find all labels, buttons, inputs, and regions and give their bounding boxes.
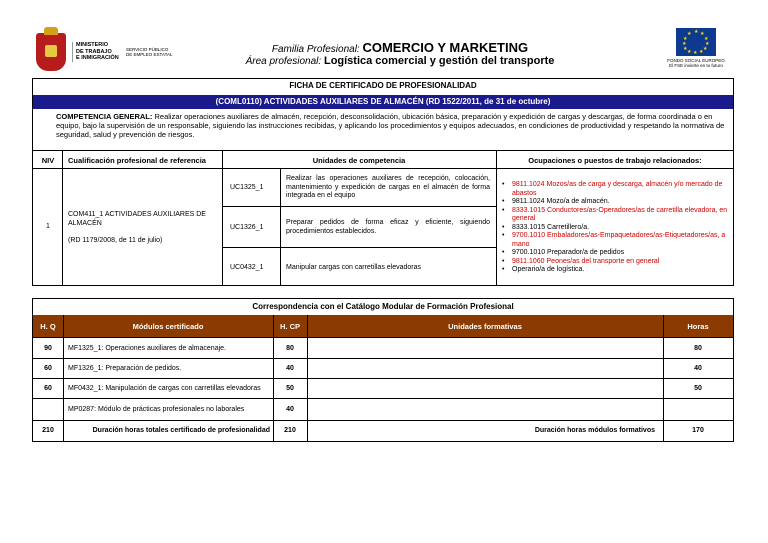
modulo-cell: MF1326_1: Preparación de pedidos. [68,365,182,372]
uc-code: UC0432_1 [230,264,264,271]
ficha-title: FICHA DE CERTIFICADO DE PROFESIONALIDAD [289,81,477,90]
ministry-name: MINISTERIO DE TRABAJO E INMIGRACIÓN [72,42,120,62]
th-horas: Horas [687,322,709,331]
th-niv: NIV [41,156,55,165]
col-divider [63,315,64,441]
col-divider [222,150,223,286]
total-hq: 210 [42,427,54,434]
modulo-cell: MF1325_1: Operaciones auxiliares de almacenaje. [68,345,226,352]
uc-code: UC1326_1 [230,224,264,231]
list-item: • 8333.1015 Carretillero/a. [500,224,728,233]
hcp-cell: 40 [286,406,294,413]
list-item: • Operario/a de logística. [500,266,728,275]
list-item: • 9811.1024 Mozos/as de carga y descarga, almacén y/o mercado de abastos [500,181,728,198]
col-divider [663,315,664,441]
area-profesional: Área profesional: Logística comercial y gestión del transporte [245,55,555,67]
ministry-logo [36,30,176,74]
row-divider [222,247,496,248]
uc-text: Manipular cargas con carretillas elevadoras [286,264,422,271]
col-divider [62,150,63,286]
hcp-cell: 80 [286,345,294,352]
col-divider [273,315,274,441]
total-label: Duración horas totales certificado de profesionalidad [92,427,270,434]
horas-cell: 50 [694,385,702,392]
eu-flag-icon: ★ ★ ★ ★ ★ ★ ★ ★ ★ ★ ★ ★ [676,28,716,56]
list-item: • 9811.1024 Mozo/a de almacén. [500,198,728,207]
uc-text: Preparar pedidos de forma eficaz y eficiente, siguiendo procedimientos establecidos. [286,219,490,235]
competencia-general: COMPETENCIA GENERAL: Realizar operaciones auxiliares de almacén, recepción, desconsolidación, ubicación básica, preparación y expedición de cargas y descargas, de forma coordinada o en equipo, bajo la supervisión de un responsable, siguiendo las instrucciones recibidas, y aplicando los procedimientos y equipos adecuados, en condiciones de productividad y respetando la normativa de seguridad, salud y prevención de riesgos. [56,112,725,139]
th-unidades-formativas: Unidades formativas [448,322,522,331]
hcp-cell: 40 [286,365,294,372]
horas-cell: 80 [694,345,702,352]
list-item: • 9811.1060 Peones/as del transporte en general [500,258,728,267]
cualificacion-name: COM411_1 ACTIVIDADES AUXILIARES DE ALMACÉN [68,211,206,227]
table-header-line [32,168,734,169]
list-item: • 8333.1015 Conductores/as-Operadores/as de carretilla elevadora, en general [500,207,728,224]
table-top-line [32,150,734,151]
hcp-cell: 50 [286,385,294,392]
total-horas: 170 [692,427,704,434]
cualificacion-rd: (RD 1179/2008, de 11 de julio) [68,237,163,244]
uc-text: Realizar las operaciones auxiliares de recepción, colocación, mantenimiento y expedición de cargas en el almacén de forma integrada en el equipo [286,175,490,199]
row-divider [32,398,734,399]
correspondencia-title: Correspondencia con el Catálogo Modular de Formación Profesional [33,299,733,315]
ocupaciones-list [500,181,728,275]
row-divider [32,358,734,359]
col-divider [307,315,308,441]
th-hcp: H. CP [279,322,300,331]
formativos-label: Duración horas módulos formativos [534,427,655,434]
certificate-band: (COML0110) ACTIVIDADES AUXILIARES DE ALMACÉN (RD 1522/2011, de 31 de octubre) [33,95,733,109]
list-item: • 9700.1010 Embaladores/as-Empaquetadores/as-Etiquetadores/as, a mano [500,232,728,249]
col-divider [280,168,281,286]
nivel: 1 [46,223,50,230]
familia-profesional: Familia Profesional: COMERCIO Y MARKETING [271,40,529,55]
modulo-cell: MF0432_1: Manipulación de cargas con carretillas elevadoras [68,385,261,392]
row-divider [222,206,496,207]
list-item: • 9700.1010 Preparador/a de pedidos [500,249,728,258]
spain-coat-of-arms-icon [36,33,66,71]
service-name: SERVICIO PÚBLICO DE EMPLEO ESTATAL [126,46,173,57]
hq-cell: 90 [44,345,52,352]
row-divider [32,378,734,379]
row-divider [32,337,734,338]
row-divider [32,420,734,421]
total-hcp: 210 [284,427,296,434]
modulo-cell: MP0287: Módulo de prácticas profesionales no laborales [68,406,245,413]
hq-cell: 60 [44,385,52,392]
eu-caption: FONDO SOCIAL EUROPEO El FSE invierte en tu futuro [667,58,725,68]
uc-code: UC1325_1 [230,184,264,191]
col-divider [496,150,497,286]
th-ocupaciones: Ocupaciones o puestos de trabajo relacionados: [528,156,702,165]
th-hq: H. Q [40,322,56,331]
th-unidades: Unidades de competencia [312,156,406,165]
th-modulos: Módulos certificado [132,322,204,331]
th-cualificacion: Cualificación profesional de referencia [68,156,206,165]
horas-cell: 40 [694,365,702,372]
hq-cell: 60 [44,365,52,372]
